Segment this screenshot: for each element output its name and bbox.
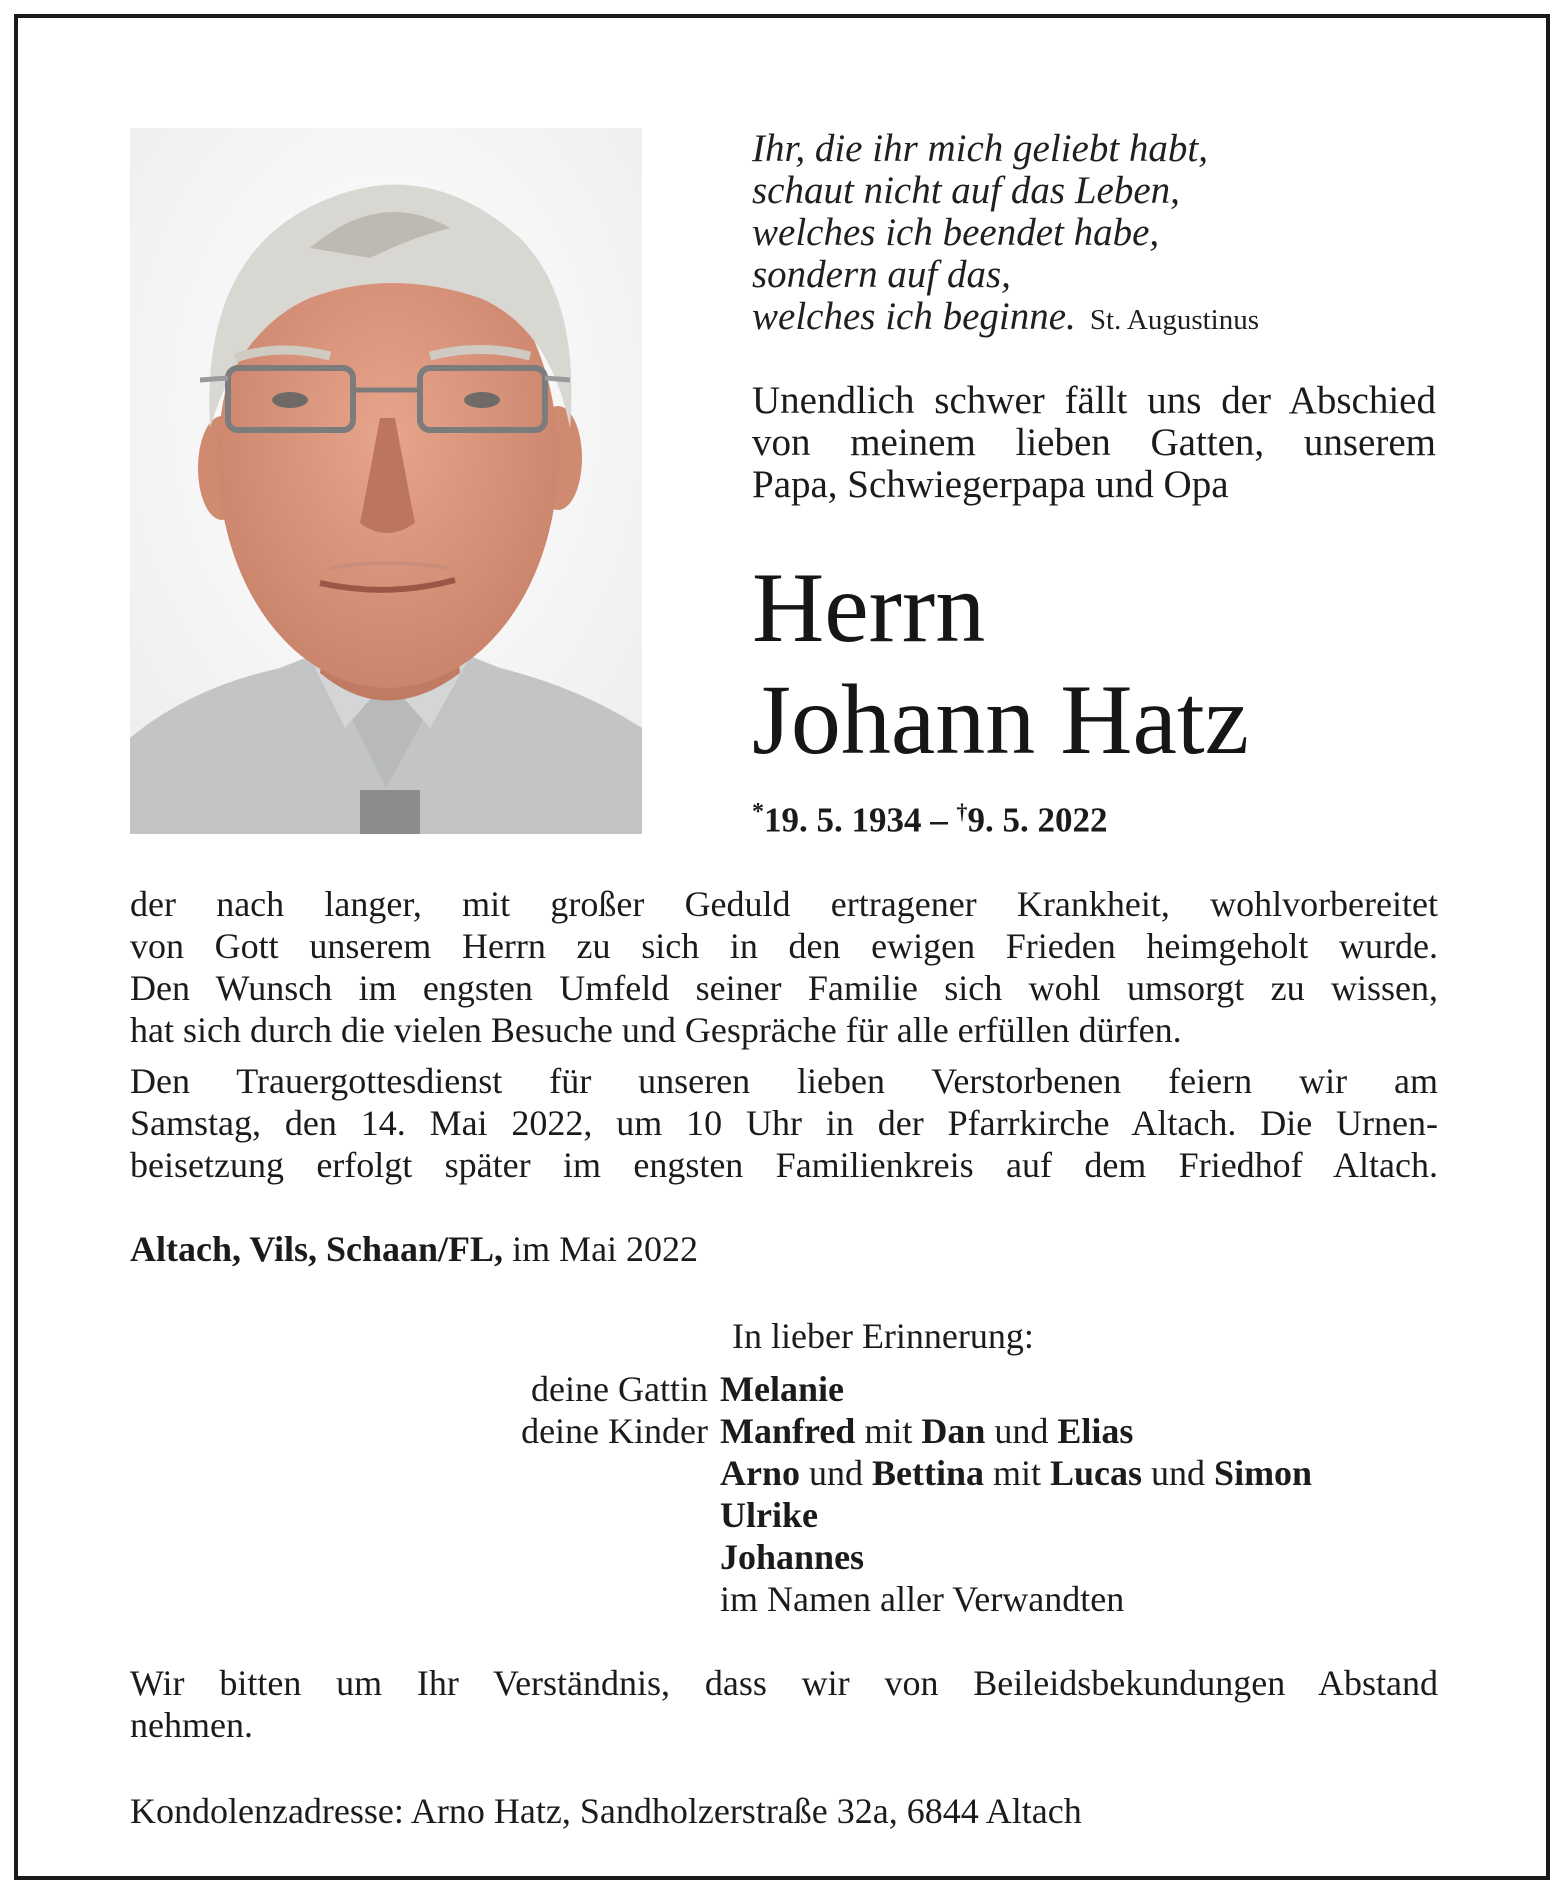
life-dates	[752, 799, 1108, 841]
quote-attribution: St. Augustinus	[1089, 304, 1260, 336]
child-name: Ulrike	[720, 1495, 818, 1535]
family-row-wife	[440, 1368, 1312, 1410]
child-name: Manfred	[720, 1411, 856, 1451]
intro-line: Unendlich schwer fällt uns der Abschied	[752, 379, 1436, 422]
birth-date: 19. 5. 1934	[764, 800, 922, 840]
quote-line: welches ich beendet habe,	[752, 211, 1160, 254]
paragraph-line: Den Trauergottesdienst für unseren lieben Verstorbenen feiern wir am	[130, 1061, 1438, 1101]
intro-text	[752, 380, 1436, 506]
connector-text: und	[1151, 1453, 1206, 1493]
connector-text: und	[809, 1453, 863, 1493]
connector-text: und	[994, 1411, 1049, 1451]
child-name: Arno	[720, 1453, 800, 1493]
children-label: deine Kinder	[521, 1411, 708, 1451]
month-year: im Mai 2022	[512, 1229, 699, 1269]
date-separator: –	[930, 800, 948, 840]
death-symbol: †	[956, 799, 968, 824]
condolence-address: Kondolenzadresse: Arno Hatz, Sandholzerstraße 32a, 6844 Altach	[130, 1791, 1082, 1831]
memory-heading: In lieber Erinnerung:	[732, 1316, 1034, 1356]
death-date: 9. 5. 2022	[967, 800, 1108, 840]
paragraph-line: von Gott unserem Herrn zu sich in den ewigen Frieden heimgeholt wurde.	[130, 926, 1438, 966]
quote-text: welches ich beginne.	[752, 295, 1076, 338]
quote-line: Ihr, die ihr mich geliebt habt,	[752, 127, 1209, 170]
family-row-children-2	[440, 1452, 1312, 1494]
family-row-children-1	[440, 1410, 1312, 1452]
paragraph-line: Den Wunsch im engsten Umfeld seiner Familie sich wohl umsorgt zu wissen,	[130, 968, 1438, 1008]
grandchild-name: Simon	[1214, 1453, 1313, 1493]
notice-line: nehmen.	[130, 1705, 253, 1745]
family-row-children-4	[440, 1536, 1312, 1578]
connector-text: mit	[864, 1411, 913, 1451]
quote-line-last	[752, 296, 1352, 341]
grandchild-name: Lucas	[1050, 1453, 1143, 1493]
paragraph-line: hat sich durch die vielen Besuche und Gespräche für alle erfüllen dürfen.	[130, 1010, 1182, 1050]
quote-line: schaut nicht auf das Leben,	[752, 169, 1180, 212]
place-date	[130, 1228, 698, 1270]
places: Altach, Vils, Schaan/FL,	[130, 1229, 504, 1269]
wife-label: deine Gattin	[531, 1369, 708, 1409]
paragraph-line: Samstag, den 14. Mai 2022, um 10 Uhr in der Pfarrkirche Altach. Die Urnen-	[130, 1103, 1438, 1143]
family-list	[440, 1368, 1312, 1620]
intro-line: von meinem lieben Gatten, unserem	[752, 421, 1436, 464]
quote-block	[752, 128, 1352, 341]
deceased-name-block	[752, 552, 1472, 776]
grandchild-name: Dan	[921, 1411, 986, 1451]
birth-symbol: *	[752, 799, 764, 825]
paragraph-funeral	[130, 1060, 1438, 1186]
deceased-name: Johann Hatz	[752, 664, 1250, 775]
notice-line: Wir bitten um Ihr Verständnis, dass wir von Beileidsbekundungen Abstand	[130, 1663, 1438, 1703]
wife-name: Melanie	[720, 1369, 844, 1409]
portrait-photo	[130, 128, 642, 834]
paragraph-line: beisetzung erfolgt später im engsten Familienkreis auf dem Friedhof Altach.	[130, 1145, 1438, 1185]
grandchild-name: Elias	[1057, 1411, 1134, 1451]
family-row-children-3	[440, 1494, 1312, 1536]
condolence-notice	[130, 1662, 1438, 1746]
paragraph-line: der nach langer, mit großer Geduld ertragener Krankheit, wohlvorbereitet	[130, 884, 1438, 924]
intro-line: Papa, Schwiegerpapa und Opa	[752, 463, 1229, 506]
portrait-image	[130, 128, 642, 834]
relatives-text: im Namen aller Verwandten	[720, 1579, 1125, 1619]
family-row-relatives	[440, 1578, 1312, 1620]
child-name: Johannes	[720, 1537, 865, 1577]
salutation: Herrn	[752, 552, 986, 663]
paragraph-death	[130, 883, 1438, 1051]
quote-line: sondern auf das,	[752, 253, 1011, 296]
child-partner-name: Bettina	[872, 1453, 984, 1493]
connector-text: mit	[993, 1453, 1042, 1493]
